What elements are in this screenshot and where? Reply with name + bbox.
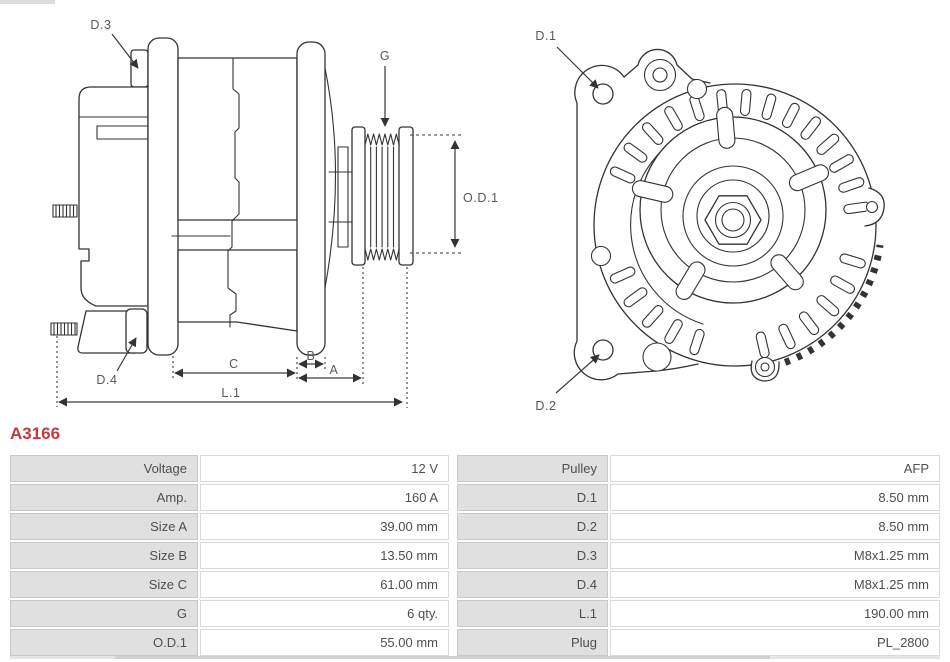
table-row <box>10 571 940 598</box>
table-row <box>10 629 940 656</box>
label-g: G <box>379 49 391 63</box>
part-number: A3166 <box>10 424 61 443</box>
spec-value: 55.00 mm <box>200 629 449 656</box>
label-d4: D.4 <box>96 373 118 387</box>
spec-value: 8.50 mm <box>610 513 940 540</box>
label-c: C <box>229 357 239 371</box>
label-a: A <box>329 363 339 377</box>
spec-label: D.3 <box>457 542 608 569</box>
table-row <box>10 600 940 627</box>
horizontal-scrollbar <box>10 656 940 659</box>
spec-label: D.2 <box>457 513 608 540</box>
spec-value: 61.00 mm <box>200 571 449 598</box>
table-row <box>10 455 940 482</box>
mounting-hole-d1 <box>593 84 613 104</box>
spec-value: 6 qty. <box>200 600 449 627</box>
spec-value: 39.00 mm <box>200 513 449 540</box>
spec-value: M8x1.25 mm <box>610 571 940 598</box>
spec-value: M8x1.25 mm <box>610 542 940 569</box>
spec-label: Amp. <box>10 484 198 511</box>
spec-value: 12 V <box>200 455 449 482</box>
spec-value: 13.50 mm <box>200 542 449 569</box>
spec-label: Size C <box>10 571 198 598</box>
spec-value: 160 A <box>200 484 449 511</box>
label-b: B <box>306 349 316 363</box>
spec-value: PL_2800 <box>610 629 940 656</box>
label-d3: D.3 <box>90 18 112 32</box>
spec-label: Size A <box>10 513 198 540</box>
spec-label: O.D.1 <box>10 629 198 656</box>
label-d2: D.2 <box>535 399 557 413</box>
label-d1: D.1 <box>535 29 557 43</box>
table-row <box>10 513 940 540</box>
spec-value: 190.00 mm <box>610 600 940 627</box>
spec-label: Plug <box>457 629 608 656</box>
label-od1: O.D.1 <box>463 191 499 205</box>
spec-table <box>10 455 940 658</box>
spec-label: L.1 <box>457 600 608 627</box>
spec-label: D.1 <box>457 484 608 511</box>
label-l1: L.1 <box>221 386 241 400</box>
spec-value: 8.50 mm <box>610 484 940 511</box>
spec-label: D.4 <box>457 571 608 598</box>
spec-label: G <box>10 600 198 627</box>
front-view <box>535 29 884 413</box>
table-row <box>10 542 940 569</box>
horizontal-scrollbar-thumb[interactable] <box>115 656 770 659</box>
spec-label: Pulley <box>457 455 608 482</box>
side-view <box>51 18 499 408</box>
table-row <box>10 484 940 511</box>
spec-label: Voltage <box>10 455 198 482</box>
spec-value: AFP <box>610 455 940 482</box>
spec-label: Size B <box>10 542 198 569</box>
